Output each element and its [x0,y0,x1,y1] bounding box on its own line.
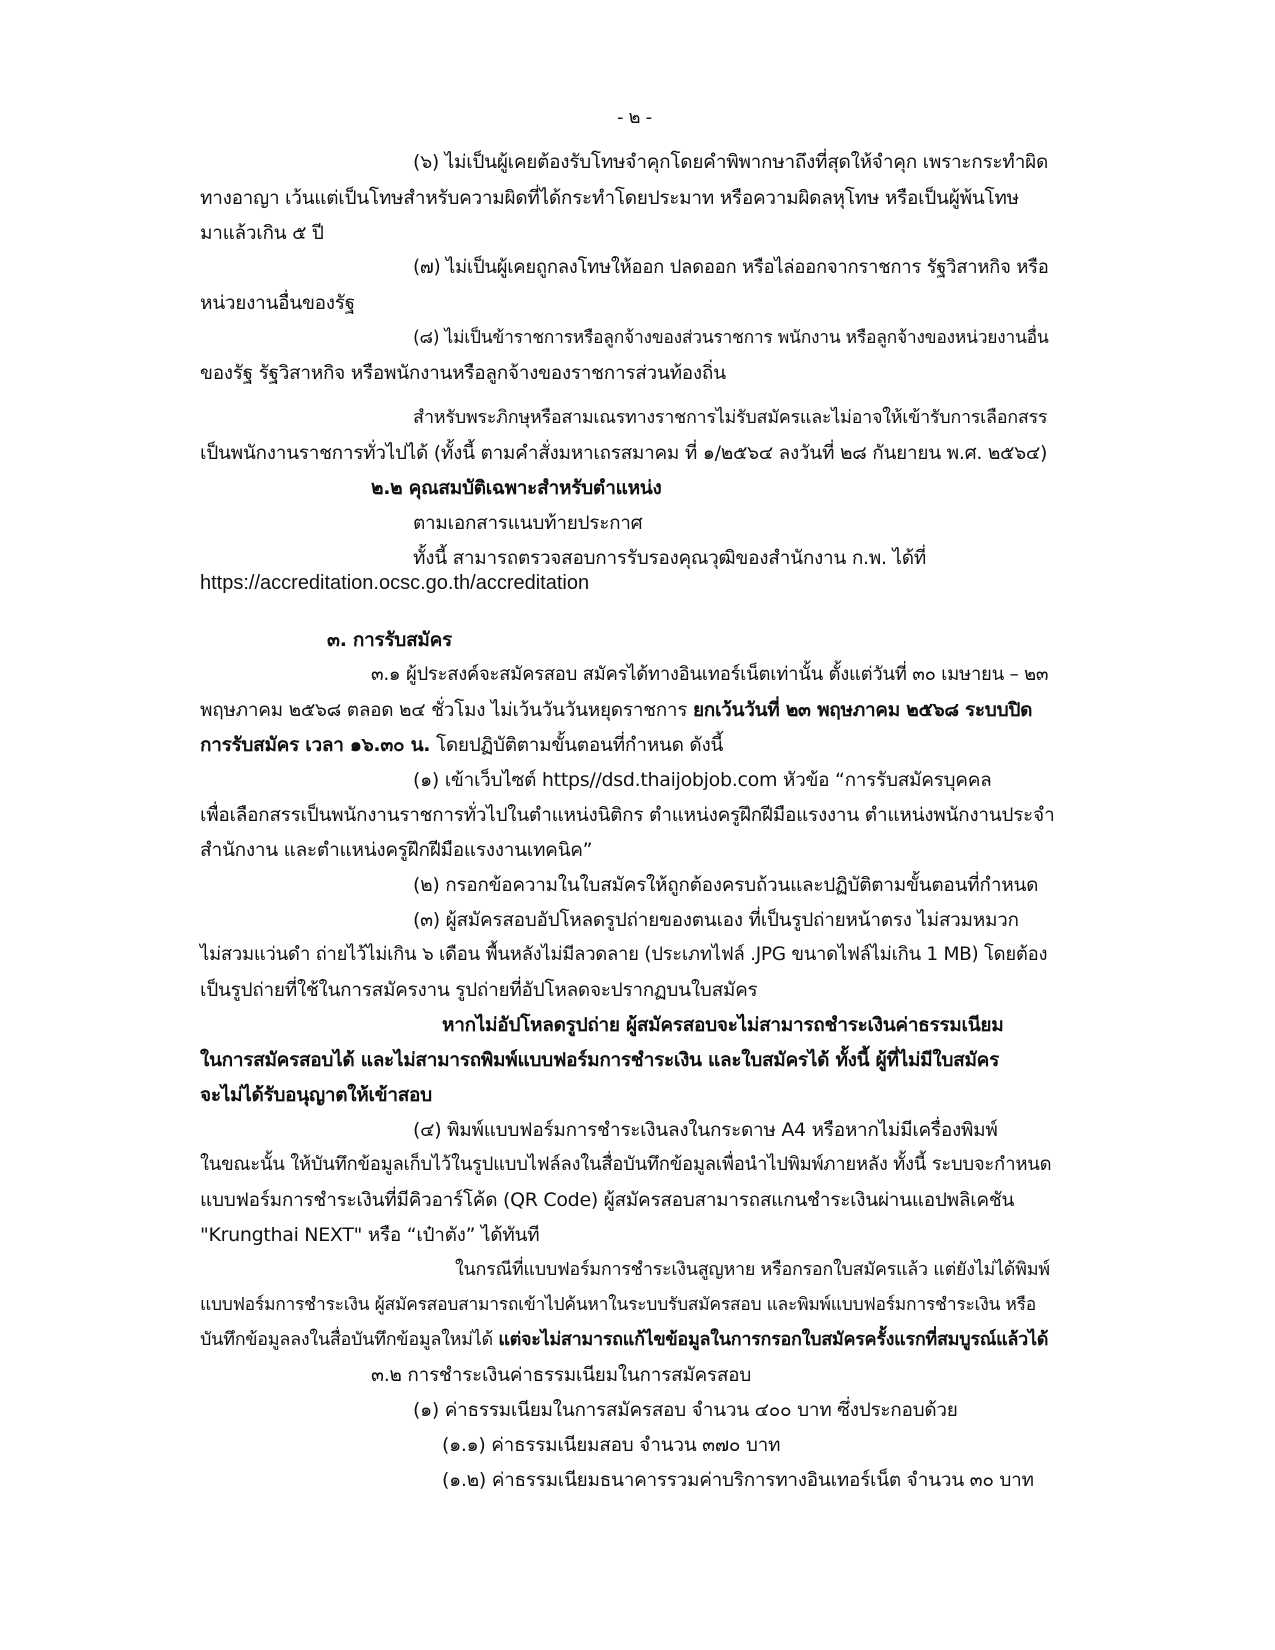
paragraph-line: ในกรณีที่แบบฟอร์มการชำระเงินสูญหาย หรือกรอกใบสมัครแล้ว แต่ยังไม่ได้พิมพ์ [455,1259,1050,1280]
paragraph-line: ของรัฐ รัฐวิสาหกิจ หรือพนักงานหรือลูกจ้างของราชการส่วนท้องถิ่น [200,362,726,384]
paragraph-line: สำหรับพระภิกษุหรือสามเณรทางราชการไม่รับสมัครและไม่อาจให้เข้ารับการเลือกสรร [413,407,1048,428]
paragraph-line: ทางอาญา เว้นแต่เป็นโทษสำหรับความผิดที่ได้กระทำโดยประมาท หรือความผิดลหุโทษ หรือเป็นผู้พ้นโทษ [200,187,1019,209]
paragraph-line: (๗) ไม่เป็นผู้เคยถูกลงโทษให้ออก ปลดออก หรือไล่ออกจากราชการ รัฐวิสาหกิจ หรือ [413,257,1049,278]
paragraph-line: (๘) ไม่เป็นข้าราชการหรือลูกจ้างของส่วนราชการ พนักงาน หรือลูกจ้างของหน่วยงานอื่น [413,328,1049,348]
line-part: บันทึกข้อมูลลงในสื่อบันทึกข้อมูลใหม่ได้ [200,1329,499,1350]
paragraph-line: (๑) เข้าเว็บไซต์ https//dsd.thaijobjob.com หัวข้อ “การรับสมัครบุคคล [413,769,992,791]
paragraph-line-bold: จะไม่ได้รับอนุญาตให้เข้าสอบ [200,1084,432,1106]
paragraph-line: (๖) ไม่เป็นผู้เคยต้องรับโทษจำคุกโดยคำพิพากษาถึงที่สุดให้จำคุก เพราะกระทำผิด [413,151,1049,173]
paragraph-line: หน่วยงานอื่นของรัฐ [200,292,355,314]
paragraph-line: แบบฟอร์มการชำระเงิน ผู้สมัครสอบสามารถเข้าไปค้นหาในระบบรับสมัครสอบ และพิมพ์แบบฟอร์มการชำระเงิน หรือ [200,1295,1036,1315]
paragraph-line: "Krungthai NEXT" หรือ “เป๋าตัง” ได้ทันที [200,1224,540,1246]
paragraph-line: ๓.๒ การชำระเงินค่าธรรมเนียมในการสมัครสอบ [371,1364,752,1386]
paragraph-line-bold: หากไม่อัปโหลดรูปถ่าย ผู้สมัครสอบจะไม่สามารถชำระเงินค่าธรรมเนียม [442,1014,1004,1036]
paragraph-line: เป็นรูปถ่ายที่ใช้ในการสมัครงาน รูปถ่ายที่อัปโหลดจะปรากฏบนใบสมัคร [200,979,758,1001]
paragraph-line: (๔) พิมพ์แบบฟอร์มการชำระเงินลงในกระดาษ A4 หรือหากไม่มีเครื่องพิมพ์ [413,1119,998,1141]
paragraph-line: เป็นพนักงานราชการทั่วไปได้ (ทั้งนี้ ตามคำสั่งมหาเถรสมาคม ที่ ๑/๒๕๖๔ ลงวันที่ ๒๘ กันยายน พ.ศ. ๒๕๖๔) [200,442,1048,464]
paragraph-line: ไม่สวมแว่นดำ ถ่ายไว้ไม่เกิน ๖ เดือน พื้นหลังไม่มีลวดลาย (ประเภทไฟล์ .JPG ขนาดไฟล์ไม่เกิน 1 MB) โดยต้อง [200,944,1048,965]
paragraph-line-bold: ในการสมัครสอบได้ และไม่สามารถพิมพ์แบบฟอร์มการชำระเงิน และใบสมัครได้ ทั้งนี้ ผู้ที่ไม่มีใบสมัคร [200,1049,999,1071]
paragraph-line: ในขณะนั้น ให้บันทึกข้อมูลเก็บไว้ในรูปแบบไฟล์ลงในสื่อบันทึกข้อมูลเพื่อนำไปพิมพ์ภายหลัง ทั้งนี้ ระบบจะกำหนด [200,1154,1052,1175]
paragraph-line: ทั้งนี้ สามารถตรวจสอบการรับรองคุณวุฒิของสำนักงาน ก.พ. ได้ที่ [413,547,926,569]
paragraph-line: ๓.๑ ผู้ประสงค์จะสมัครสอบ สมัครได้ทางอินเทอร์เน็ตเท่านั้น ตั้งแต่วันที่ ๓๐ เมษายน – ๒๓ [371,664,1049,685]
bold-emphasis: การรับสมัคร เวลา ๑๖.๓๐ น. [200,734,431,756]
section-heading-2-2: ๒.๒ คุณสมบัติเฉพาะสำหรับตำแหน่ง [371,477,662,499]
paragraph-line: แบบฟอร์มการชำระเงินที่มีคิวอาร์โค้ด (QR Code) ผู้สมัครสอบสามารถสแกนชำระเงินผ่านแอปพลิเคชัน [200,1189,1015,1211]
paragraph-line-bold [200,733,723,757]
paragraph-line: มาแล้วเกิน ๕ ปี [200,222,324,244]
paragraph-line: ตามเอกสารแนบท้ายประกาศ [413,512,643,534]
paragraph-line: (๓) ผู้สมัครสอบอัปโหลดรูปถ่ายของตนเอง ที่เป็นรูปถ่ายหน้าตรง ไม่สวมหมวก [413,909,1019,931]
accreditation-link[interactable]: https://accreditation.ocsc.go.th/accreditation [200,572,590,594]
page-number: - ๒ - [617,107,652,128]
bold-emphasis: ยกเว้นวันที่ ๒๓ พฤษภาคม ๒๕๖๘ ระบบปิด [692,699,1033,721]
paragraph-line: (๒) กรอกข้อความในใบสมัครให้ถูกต้องครบถ้วนและปฏิบัติตามขั้นตอนที่กำหนด [413,874,1039,896]
paragraph-line: สำนักงาน และตำแหน่งครูฝึกฝีมือแรงงานเทคนิค” [200,839,593,861]
line-part: พฤษภาคม ๒๕๖๘ ตลอด ๒๔ ชั่วโมง ไม่เว้นวันวันหยุดราชการ [200,699,693,721]
line-part: โดยปฏิบัติตามขั้นตอนที่กำหนด ดังนี้ [430,734,724,756]
section-heading-3: ๓. การรับสมัคร [327,629,452,651]
bold-emphasis: แต่จะไม่สามารถแก้ไขข้อมูลในการกรอกใบสมัครครั้งแรกที่สมบูรณ์แล้วได้ [498,1329,1049,1350]
paragraph-line: (๑.๑) ค่าธรรมเนียมสอบ จำนวน ๓๗๐ บาท [442,1434,781,1456]
paragraph-line [200,1328,1048,1352]
paragraph-line [200,698,1032,722]
paragraph-line: (๑.๒) ค่าธรรมเนียมธนาคารรวมค่าบริการทางอินเทอร์เน็ต จำนวน ๓๐ บาท [442,1469,1034,1491]
paragraph-line: เพื่อเลือกสรรเป็นพนักงานราชการทั่วไปในตำแหน่งนิติกร ตำแหน่งครูฝึกฝีมือแรงงาน ตำแหน่งพนักงานประจำ [200,804,1055,826]
paragraph-line: (๑) ค่าธรรมเนียมในการสมัครสอบ จำนวน ๔๐๐ บาท ซึ่งประกอบด้วย [413,1399,958,1421]
